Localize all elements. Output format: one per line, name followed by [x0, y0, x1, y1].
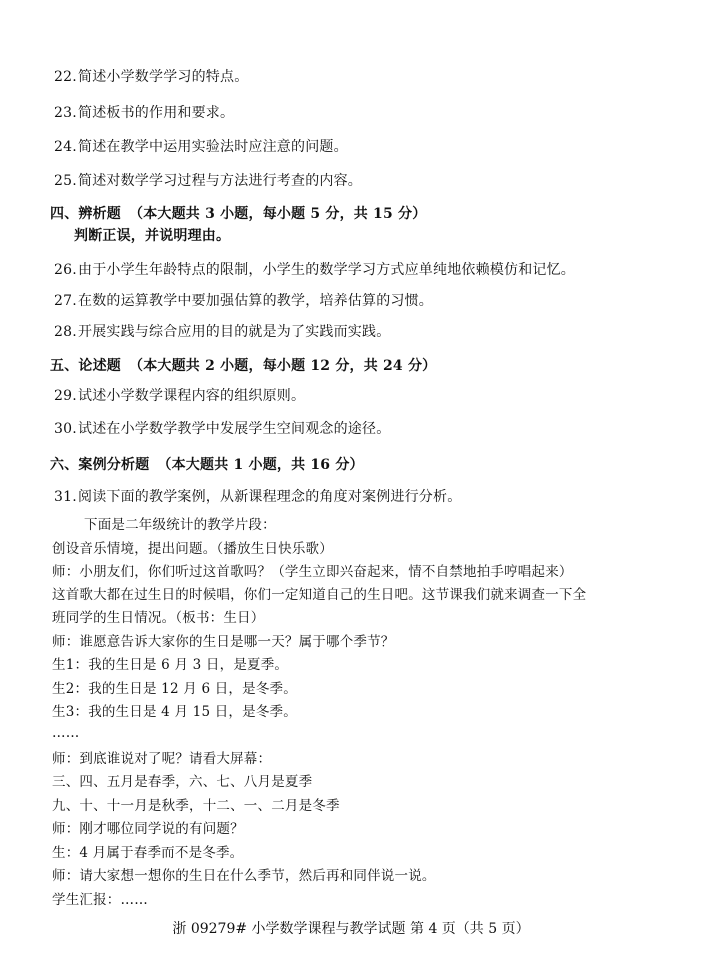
question-25 — [54, 172, 362, 190]
case-line: 师：请大家想一想你的生日在什么季节，然后再和同伴说一说。 — [52, 868, 436, 884]
case-line: 师：刚才哪位同学说的有问题？ — [52, 821, 244, 837]
case-line: 生2：我的生日是 12 月 6 日，是冬季。 — [52, 681, 297, 697]
question-number: 24. — [54, 139, 77, 155]
section-heading-5 — [50, 357, 436, 375]
question-30 — [54, 420, 390, 438]
question-text: 试述小学数学课程内容的组织原则。 — [78, 388, 306, 404]
question-26 — [54, 261, 575, 279]
case-line: 创设音乐情境，提出问题。（播放生日快乐歌） — [52, 541, 333, 557]
question-text: 简述在教学中运用实验法时应注意的问题。 — [78, 139, 348, 155]
case-line: 生1：我的生日是 6 月 3 日，是夏季。 — [52, 657, 289, 673]
question-text: 简述板书的作用和要求。 — [78, 105, 235, 121]
question-number: 22. — [54, 69, 77, 85]
question-31 — [54, 488, 461, 506]
question-text: 在数的运算教学中要加强估算的教学，培养估算的习惯。 — [78, 293, 433, 309]
section-title: 六、案例分析题 — [50, 457, 150, 473]
question-27 — [54, 292, 433, 310]
case-line: 三、四、五月是春季，六、七、八月是夏季 — [52, 774, 313, 790]
case-line: 师：到底谁说对了呢？请看大屏幕： — [52, 751, 272, 767]
case-line: 学生汇报：…… — [52, 892, 148, 908]
section-instruction: 判断正误，并说明理由。 — [74, 228, 231, 244]
section-title: 五、论述题 — [50, 358, 121, 374]
question-text: 简述对数学学习过程与方法进行考查的内容。 — [78, 173, 362, 189]
case-line: 师：谁愿意告诉大家你的生日是哪一天？属于哪个季节？ — [52, 634, 395, 650]
section-heading-6 — [50, 456, 364, 474]
case-line: …… — [52, 725, 80, 741]
case-line: 这首歌大都在过生日的时候唱，你们一定知道自己的生日吧。这节课我们就来调查一下全 — [52, 587, 587, 603]
question-number: 25. — [54, 173, 77, 189]
question-text: 简述小学数学学习的特点。 — [78, 69, 249, 85]
question-number: 29. — [54, 388, 77, 404]
question-23 — [54, 104, 234, 122]
question-24 — [54, 138, 348, 156]
case-line: 班同学的生日情况。（板书：生日） — [52, 610, 265, 626]
case-line: 师：小朋友们，你们听过这首歌吗？（学生立即兴奋起来，情不自禁地拍手哼唱起来） — [52, 564, 573, 580]
question-28 — [54, 323, 390, 341]
question-number: 31. — [54, 489, 77, 505]
question-number: 23. — [54, 105, 77, 121]
section-heading-4 — [50, 205, 426, 223]
question-number: 28. — [54, 324, 77, 340]
section-note: （本大题共 1 小题，共 16 分） — [157, 457, 364, 473]
section-title: 四、辨析题 — [50, 206, 121, 222]
question-number: 27. — [54, 293, 77, 309]
case-line: 生：4 月属于春季而不是冬季。 — [52, 845, 244, 861]
question-text: 由于小学生年龄特点的限制，小学生的数学学习方式应单纯地依赖模仿和记忆。 — [78, 262, 575, 278]
question-29 — [54, 387, 305, 405]
section-note: （本大题共 2 小题，每小题 12 分，共 24 分） — [129, 358, 437, 374]
case-line: 九、十、十一月是秋季，十二、一、二月是冬季 — [52, 798, 340, 814]
case-intro: 下面是二年级统计的教学片段： — [84, 517, 276, 533]
question-number: 30. — [54, 421, 77, 437]
page-footer: 浙 09279# 小学数学课程与教学试题 第 4 页（共 5 页） — [172, 921, 530, 937]
question-text: 阅读下面的教学案例，从新课程理念的角度对案例进行分析。 — [78, 489, 462, 505]
question-text: 开展实践与综合应用的目的就是为了实践而实践。 — [78, 324, 391, 340]
section-note: （本大题共 3 小题，每小题 5 分，共 15 分） — [129, 206, 427, 222]
question-text: 试述在小学数学教学中发展学生空间观念的途径。 — [78, 421, 391, 437]
question-number: 26. — [54, 262, 77, 278]
case-line: 生3：我的生日是 4 月 15 日，是冬季。 — [52, 704, 297, 720]
question-22 — [54, 68, 248, 86]
